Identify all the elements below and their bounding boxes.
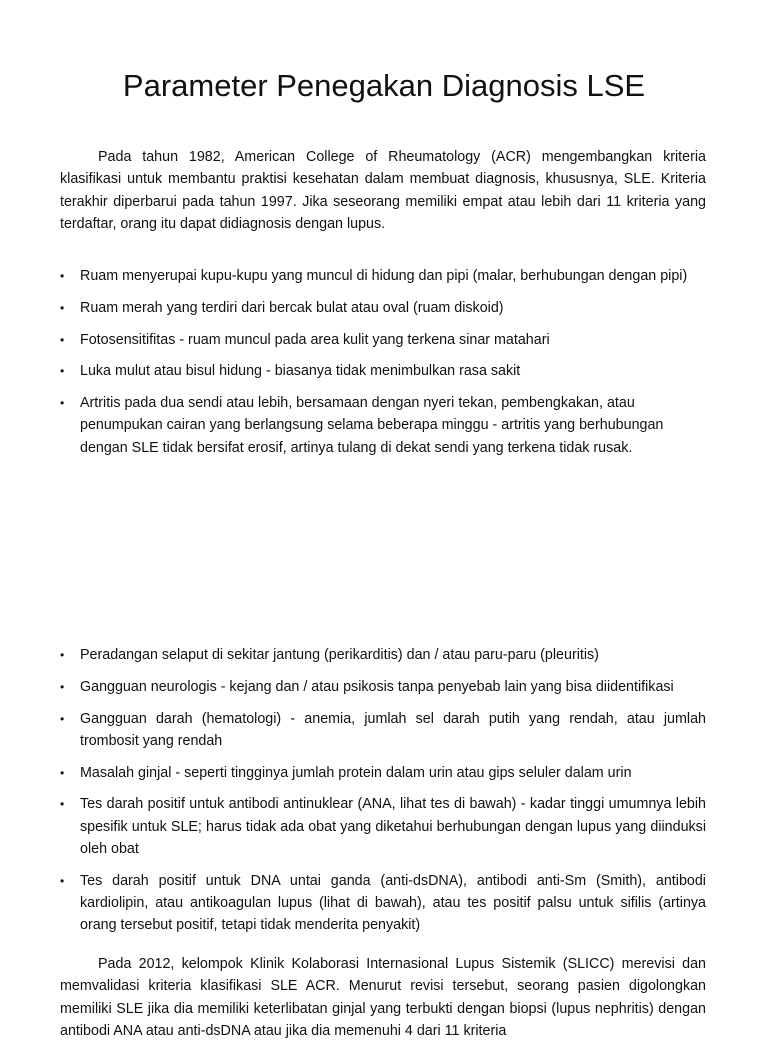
criterion-text: Fotosensitifitas - ruam muncul pada area kulit yang terkena sinar matahari xyxy=(80,331,550,348)
list-item xyxy=(60,708,706,753)
closing-paragraph: Pada 2012, kelompok Klinik Kolaborasi Internasional Lupus Sistemik (SLICC) merevisi dan memvalidasi kriteria klasifikasi SLE ACR. Menurut revisi tersebut, seorang pasien digolongkan memiliki SLE jika dia memiliki keterlibatan ginjal yang terbukti dengan biopsi (lupus nephritis) dengan antibodi ANA atau anti-dsDNA atau jika dia memenuhi 4 dari 11 kriteria xyxy=(60,956,706,1039)
criterion-text: Tes darah positif untuk antibodi antinuklear (ANA, lihat tes di bawah) - kadar tinggi umumnya lebih spesifik untuk SLE; harus tidak ada obat yang diketahui berhubungan dengan lupus yang diinduksi oleh obat xyxy=(80,796,706,858)
intro-paragraph: Pada tahun 1982, American College of Rheumatology (ACR) mengembangkan kriteria klasifikasi untuk membantu praktisi kesehatan dalam membuat diagnosis, khususnya, SLE. Kriteria terakhir diperbarui pada tahun 1997. Jika seseorang memiliki empat atau lebih dari 11 kriteria yang terdaftar, orang itu dapat didiagnosis dengan lupus. xyxy=(60,149,706,232)
bullet-icon: • xyxy=(60,269,65,283)
criteria-list-part2 xyxy=(60,644,706,946)
list-item xyxy=(60,793,706,860)
list-item xyxy=(60,329,700,351)
list-item xyxy=(60,265,700,287)
criterion-text: Peradangan selaput di sekitar jantung (perikarditis) dan / atau paru-paru (pleuritis) xyxy=(80,647,599,663)
bullet-icon: • xyxy=(60,300,65,315)
criterion-text: Gangguan neurologis - kejang dan / atau psikosis tanpa penyebab lain yang bisa diidentifikasi xyxy=(80,678,674,695)
page-title: Parameter Penegakan Diagnosis LSE xyxy=(122,68,646,103)
criterion-text: Ruam menyerupai kupu-kupu yang muncul di hidung dan pipi (malar, berhubungan dengan pipi) xyxy=(80,268,688,284)
bullet-icon: • xyxy=(60,873,65,888)
list-item xyxy=(60,762,706,784)
criterion-text: Masalah ginjal - seperti tingginya jumlah protein dalam urin atau gips seluler dalam urin xyxy=(80,764,632,781)
criterion-text: Artritis pada dua sendi atau lebih, bersamaan dengan nyeri tekan, pembengkakan, atau penumpukan cairan yang berlangsung selama beberapa minggu - artritis yang berhubungan dengan SLE tidak bersifat erosif, artinya tulang di dekat sendi yang terkena tidak rusak. xyxy=(80,395,664,456)
bullet-icon: • xyxy=(60,648,65,662)
bullet-icon: • xyxy=(60,396,65,411)
criterion-text: Ruam merah yang terdiri dari bercak bulat atau oval (ruam diskoid) xyxy=(80,299,504,316)
criterion-text: Tes darah positif untuk DNA untai ganda (anti-dsDNA), antibodi anti-Sm (Smith), antibodi kardiolipin, atau antikoagulan lupus (lihat di bawah), atau tes positif palsu untuk sifilis (artinya orang tersebut positif, tetapi tidak menderita penyakit) xyxy=(80,872,706,934)
list-item xyxy=(60,676,706,698)
list-item xyxy=(60,870,706,937)
list-item xyxy=(60,297,700,319)
bullet-icon: • xyxy=(60,332,65,347)
bullet-icon: • xyxy=(60,711,65,726)
list-item xyxy=(60,644,706,666)
bullet-icon: • xyxy=(60,797,65,812)
list-item xyxy=(60,360,700,382)
bullet-icon: • xyxy=(60,765,65,780)
criterion-text: Gangguan darah (hematologi) - anemia, jumlah sel darah putih yang rendah, atau jumlah trombosit yang rendah xyxy=(80,710,706,749)
bullet-icon: • xyxy=(60,364,65,379)
bullet-icon: • xyxy=(60,679,65,694)
criterion-text: Luka mulut atau bisul hidung - biasanya tidak menimbulkan rasa sakit xyxy=(80,363,521,380)
criteria-list-part1 xyxy=(60,265,700,469)
list-item xyxy=(60,392,700,459)
